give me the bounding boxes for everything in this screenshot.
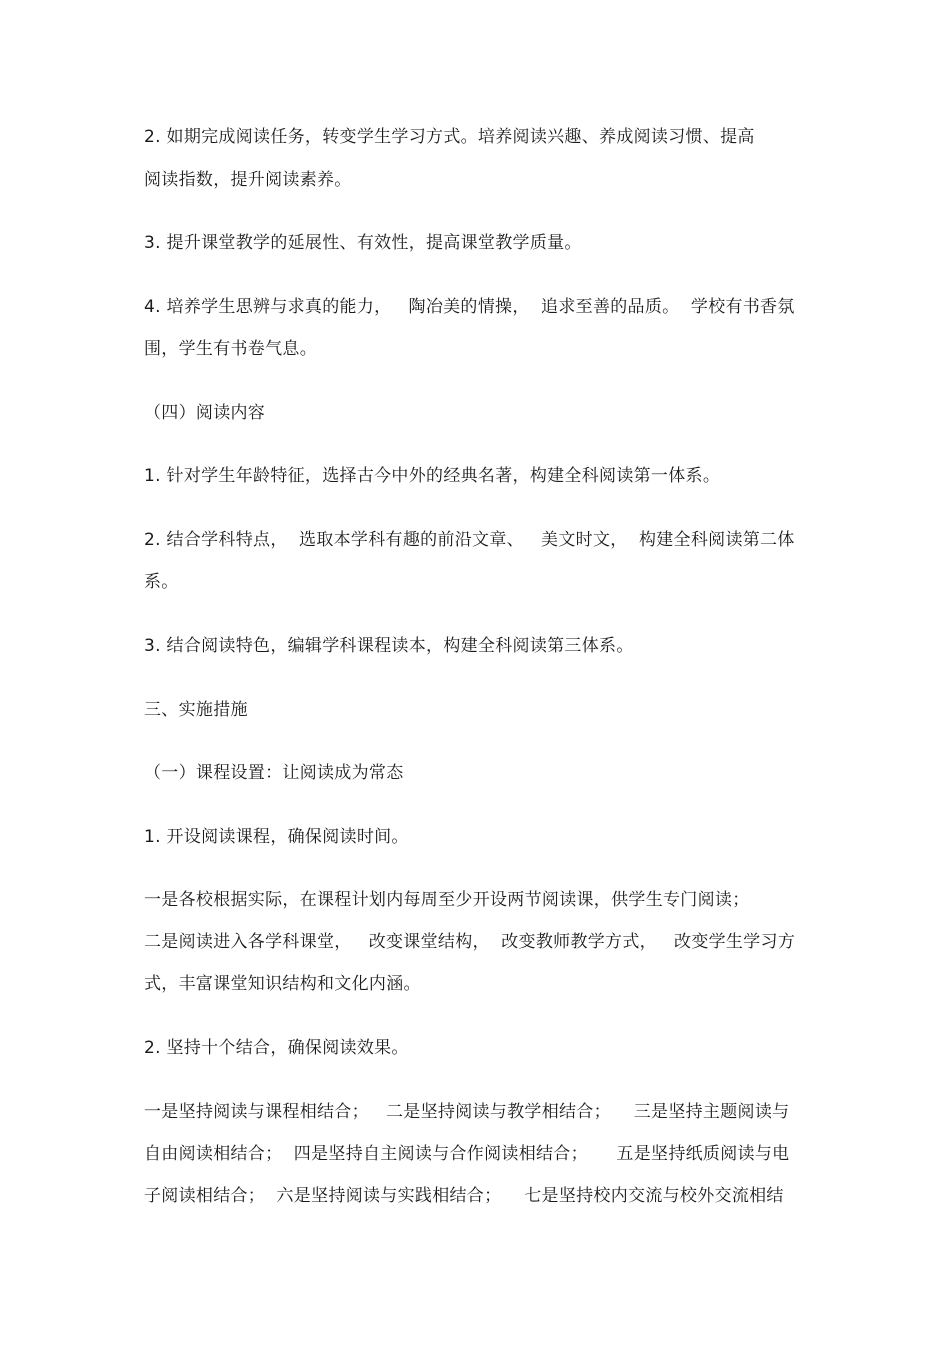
- paragraph-line-goal-2-cont: 阅读指数，提升阅读素养。: [144, 170, 352, 190]
- paragraph-line-content-2-cont: 系。: [144, 572, 179, 592]
- section-heading-measures: 三、实施措施: [144, 700, 248, 720]
- paragraph-line-measure-1: 1. 开设阅读课程，确保阅读时间。: [144, 827, 409, 847]
- paragraph-line-measure-2: 2. 坚持十个结合，确保阅读效果。: [144, 1038, 409, 1058]
- paragraph-line-content-3: 3. 结合阅读特色，编辑学科课程读本，构建全科阅读第三体系。: [144, 636, 634, 656]
- paragraph-line-combinations: 一是坚持阅读与课程相结合； 二是坚持阅读与教学相结合； 三是坚持主题阅读与: [144, 1102, 790, 1122]
- paragraph-line-content-2: 2. 结合学科特点， 选取本学科有趣的前沿文章、 美文时文， 构建全科阅读第二体: [144, 530, 795, 550]
- section-heading-reading-content: （四）阅读内容: [144, 403, 266, 423]
- paragraph-line-goal-4: 4. 培养学生思辨与求真的能力， 陶冶美的情操， 追求至善的品质。 学校有书香氛: [144, 297, 795, 317]
- paragraph-line-goal-4-cont: 围，学生有书卷气息。: [144, 339, 317, 359]
- paragraph-line-content-1: 1. 针对学生年龄特征，选择古今中外的经典名著，构建全科阅读第一体系。: [144, 466, 721, 486]
- subsection-heading-course-setting: （一）课程设置：让阅读成为常态: [144, 763, 404, 783]
- paragraph-line-combinations-cont-1: 自由阅读相结合； 四是坚持自主阅读与合作阅读相结合； 五是坚持纸质阅读与电: [144, 1144, 790, 1164]
- paragraph-line-goal-2: 2. 如期完成阅读任务，转变学生学习方式。培养阅读兴趣、养成阅读习惯、提高: [144, 127, 755, 147]
- paragraph-line-measure-1-b: 二是阅读进入各学科课堂， 改变课堂结构， 改变教师教学方式， 改变学生学习方: [144, 932, 796, 952]
- paragraph-line-measure-1-a: 一是各校根据实际，在课程计划内每周至少开设两节阅读课，供学生专门阅读；: [144, 890, 750, 910]
- paragraph-line-goal-3: 3. 提升课堂教学的延展性、有效性，提高课堂教学质量。: [144, 233, 582, 253]
- paragraph-line-measure-1-b-cont: 式，丰富课堂知识结构和文化内涵。: [144, 974, 421, 994]
- paragraph-line-combinations-cont-2: 子阅读相结合； 六是坚持阅读与实践相结合； 七是坚持校内交流与校外交流相结: [144, 1186, 784, 1206]
